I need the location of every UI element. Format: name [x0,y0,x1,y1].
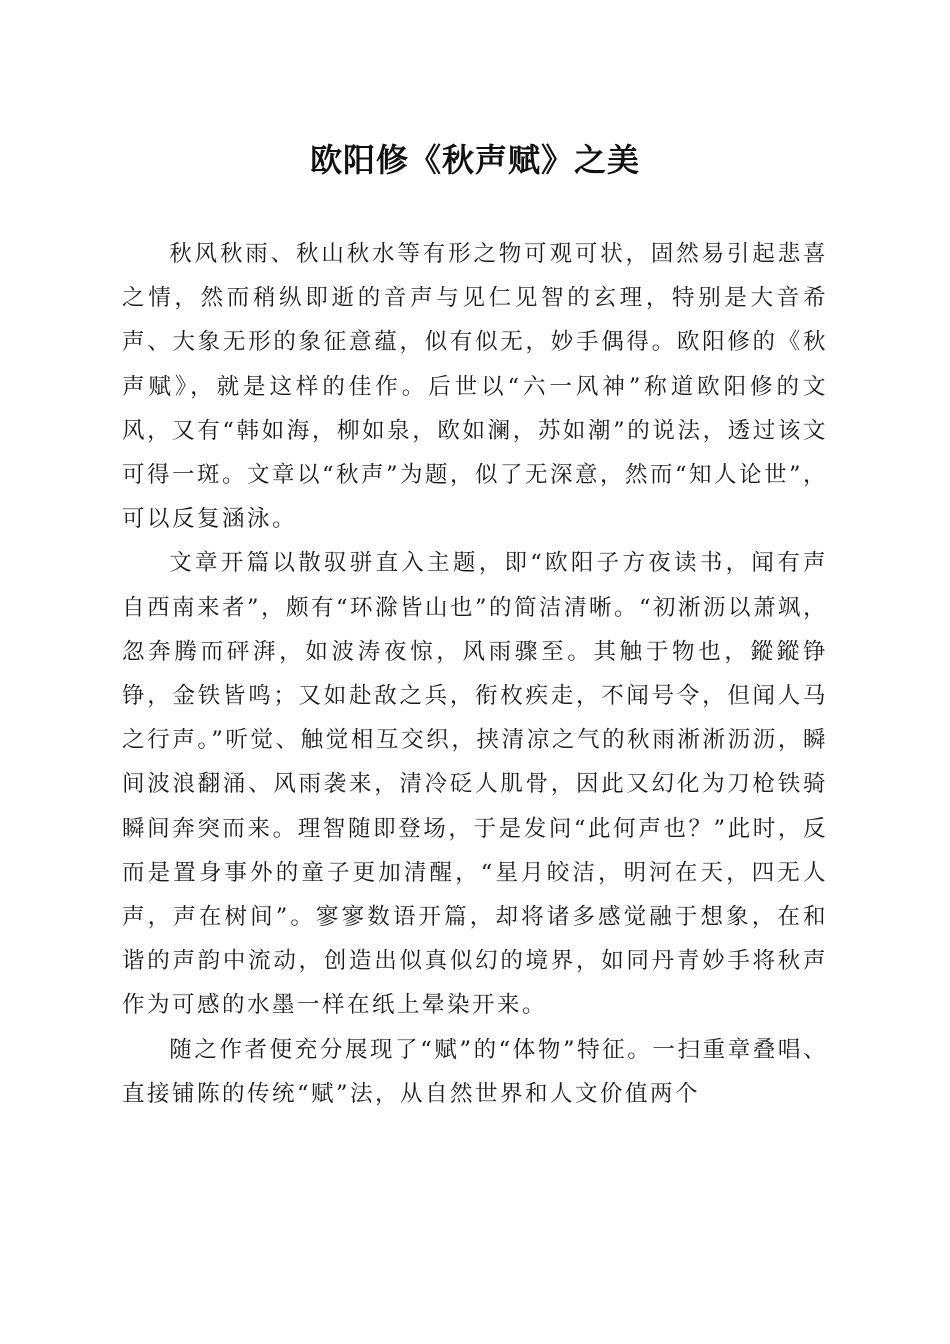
paragraph-2: 文章开篇以散驭骈直入主题，即“欧阳子方夜读书，闻有声自西南来者”，颇有“环滁皆山也”的简洁清晰。“初淅沥以萧飒，忽奔腾而砰湃，如波涛夜惊，风雨骤至。其触于物也，鏦鏦铮铮，金铁皆鸣；又如赴敌之兵，衔枚疾走，不闻号令，但闻人马之行声。”听觉、触觉相互交织，挟清凉之气的秋雨淅淅沥沥，瞬间波浪翻涌、风雨袭来，清冷砭人肌骨，因此又幻化为刀枪铁骑瞬间奔突而来。理智随即登场，于是发问“此何声也？”此时，反而是置身事外的童子更加清醒，“星月皎洁，明河在天，四无人声，声在树间”。寥寥数语开篇，却将诸多感觉融于想象，在和谐的声韵中流动，创造出似真似幻的境界，如同丹青妙手将秋声作为可感的水墨一样在纸上晕染开来。 [122,550,829,1019]
document-title: 欧阳修《秋声赋》之美 [309,141,640,179]
paragraph-1: 秋风秋雨、秋山秋水等有形之物可观可状，固然易引起悲喜之情，然而稍纵即逝的音声与见仁见智的玄理，特别是大音希声、大象无形的象征意蕴，似有似无，妙手偶得。欧阳修的《秋声赋》，就是这样的佳作。后世以“六一风神”称道欧阳修的文风，又有“韩如海，柳如泉，欧如澜，苏如潮”的说法，透过该文可得一斑。文章以“秋声”为题，似了无深意，然而“知人论世”，可以反复涵泳。 [122,241,829,533]
document-body [122,232,828,1116]
paragraph-3: 随之作者便充分展现了“赋”的“体物”特征。一扫重章叠唱、直接铺陈的传统“赋”法，从自然世界和人文价值两个 [122,1036,828,1107]
